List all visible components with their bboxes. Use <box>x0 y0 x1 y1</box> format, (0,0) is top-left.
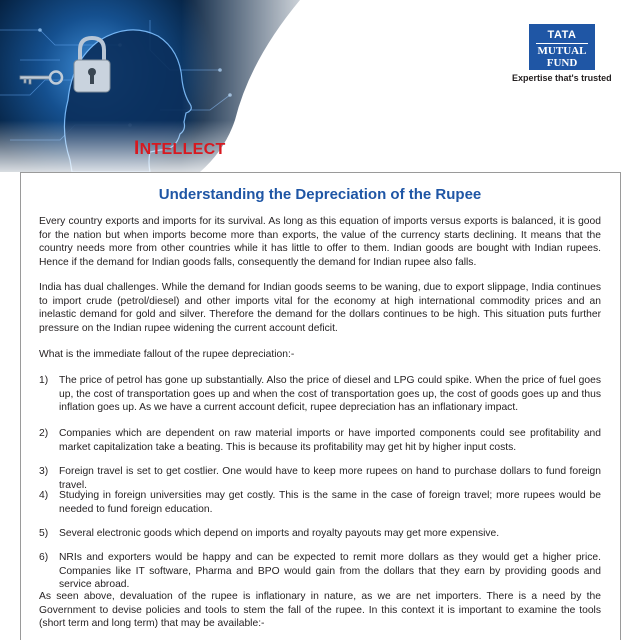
paragraph-intro: Every country exports and imports for its survival. As long as this equation of imports versus exports is balanced, it is good for the nation but when imports become more than exports, the value of the currency starts declining. It means that the country needs more from other countries while it has little to offer to them. Indian goods are bought with Indian rupees. Hence if the demand for Indian goods falls, consequently the demand for Indian rupee also falls. <box>39 216 601 268</box>
section-title: INTELLECT <box>134 138 226 159</box>
logo-fund: FUND <box>546 57 578 69</box>
header-banner <box>0 0 640 172</box>
list-item-number: 1) <box>39 375 49 386</box>
list-item-text: Several electronic goods which depend on imports and royalty payouts may get more expensive. <box>59 528 500 539</box>
list-item-number: 4) <box>39 490 49 501</box>
list-item-number: 2) <box>39 428 49 439</box>
paragraph-fallout-question: What is the immediate fallout of the rupee depreciation:- <box>39 349 295 360</box>
list-item-text: The price of petrol has gone up substantially. Also the price of diesel and LPG could spike. When the price of fuel goes up, the cost of transportation goes up and when the cost of transportation goes up, the cost of goods goes up and thus inflation goes up. As we have a current account deficit, rupee depreciation has an inflationary impact. <box>59 375 601 414</box>
brand-logo <box>529 24 595 70</box>
paragraph-closing: As seen above, devaluation of the rupee is inflationary in nature, as we are net importers. There is a need by the Government to devise policies and tools to stem the fall of the rupee. In this context it is important to examine the tools (short term and long term) that may be available:- <box>39 591 601 630</box>
paragraph-challenges: India has dual challenges. While the demand for Indian goods seems to be waning, due to export slippage, India continues to import crude (petrol/diesel) and other imports vital for the economy at high international commodity prices and an inelastic demand for gold and silver. Therefore the demand for the dollars continues to be high. This situation puts further pressure on the Indian rupee widening the current account deficit. <box>39 282 601 334</box>
logo-tata: TATA <box>547 29 577 41</box>
list-item-text: Foreign travel is set to get costlier. One would have to keep more rupees on hand to purchase dollars to fund foreign travel. <box>59 466 601 491</box>
list-item-text: Studying in foreign universities may get costly. This is the same in the case of foreign travel; more rupees would be needed to fund foreign education. <box>59 490 601 515</box>
list-item-text: Companies which are dependent on raw material imports or have imported components could see profitability and market capitalization take a beating. This is because its profitability may get hit by higher input costs. <box>59 428 601 453</box>
brand-tagline: Expertise that's trusted <box>512 73 612 83</box>
list-item-number: 3) <box>39 466 49 477</box>
list-item-text: NRIs and exporters would be happy and can be expected to remit more dollars as they would get a higher price. Companies like IT software, Pharma and BPO would gain from the dollars that they earn by providing goods and service abroad. <box>59 552 601 591</box>
logo-mutual: MUTUAL <box>537 45 587 57</box>
list-item-number: 5) <box>39 528 49 539</box>
logo-divider <box>536 43 588 44</box>
document-title: Understanding the Depreciation of the Rupee <box>158 186 482 203</box>
list-item-number: 6) <box>39 552 49 563</box>
